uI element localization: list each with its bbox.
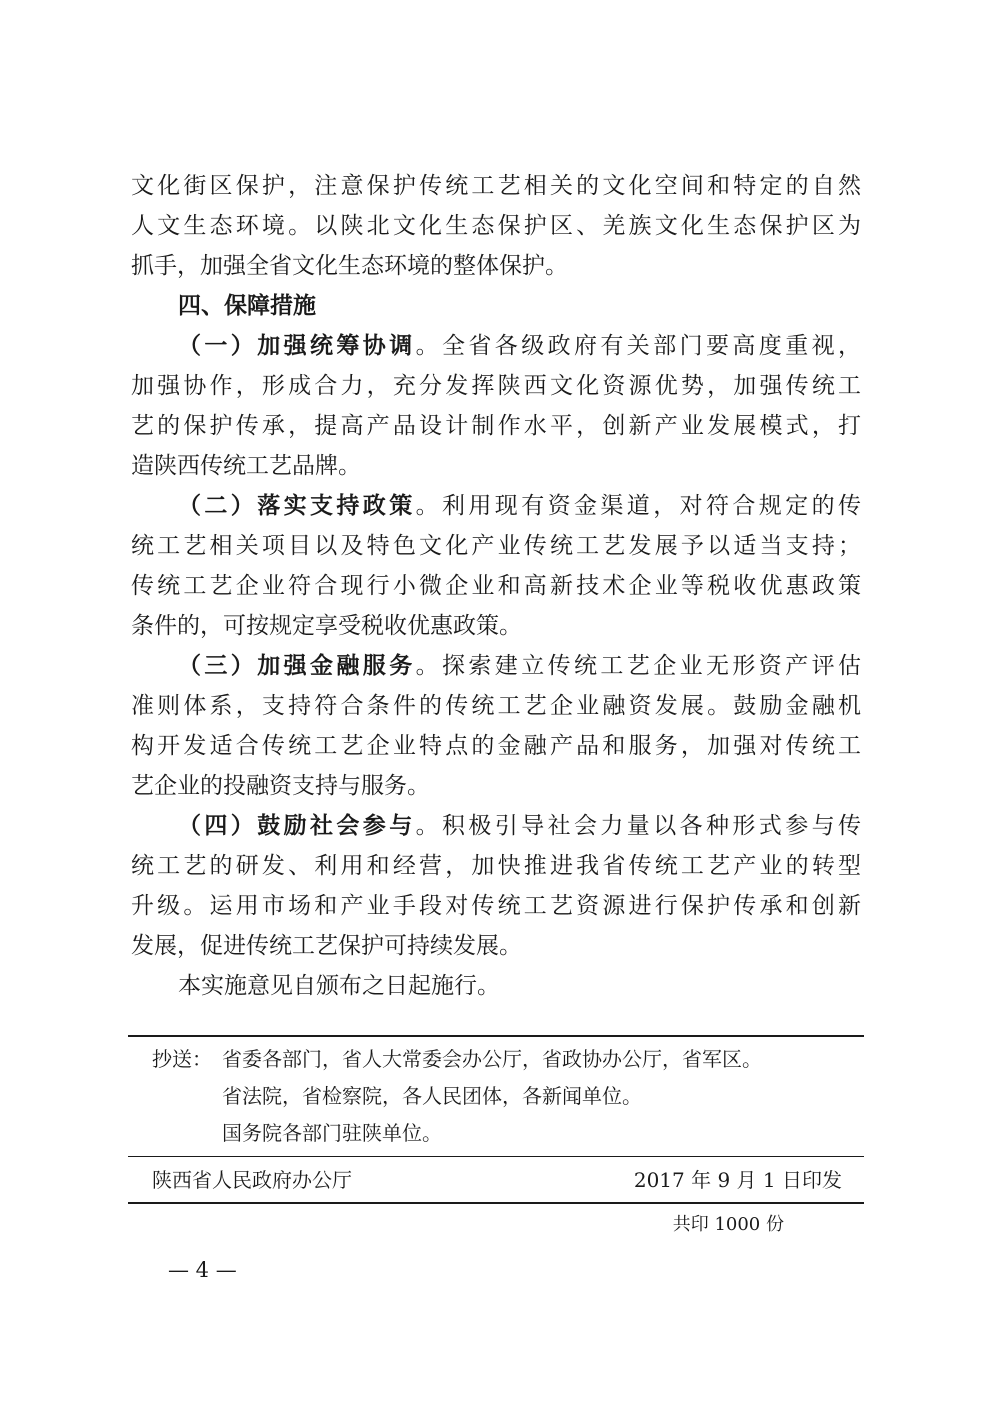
cc-label: 抄送： xyxy=(152,1047,212,1071)
body-line: 条件的，可按规定享受税收优惠政策。 xyxy=(131,613,522,639)
body-line: 构开发适合传统工艺企业特点的金融产品和服务，加强对传统工 xyxy=(131,733,861,759)
section-heading: 四、保障措施 xyxy=(178,293,316,319)
body-line: 加强协作，形成合力，充分发挥陕西文化资源优势，加强传统工 xyxy=(131,373,861,399)
body-line: 传统工艺企业符合现行小微企业和高新技术企业等税收优惠政策 xyxy=(131,573,861,599)
body-line: 艺的保护传承，提高产品设计制作水平，创新产业发展模式，打 xyxy=(131,413,861,439)
cc-line: 国务院各部门驻陕单位。 xyxy=(222,1121,442,1145)
cc-top-rule xyxy=(128,1035,864,1037)
body-line: 发展，促进传统工艺保护可持续发展。 xyxy=(131,933,522,959)
item-3-first-rest: 。探索建立传统工艺企业无形资产评估 xyxy=(415,653,862,679)
page-number: — 4 — xyxy=(168,1258,237,1282)
item-1-first-line xyxy=(178,326,861,366)
body-line: 统工艺的研发、利用和经营，加快推进我省传统工艺产业的转型 xyxy=(131,853,861,879)
item-4-first-rest: 。积极引导社会力量以各种形式参与传 xyxy=(415,813,862,839)
item-2-first-line xyxy=(178,486,861,526)
issue-date: 2017 年 9 月 1 日印发 xyxy=(633,1168,842,1192)
item-3-first-line xyxy=(178,646,861,686)
body-line: 造陕西传统工艺品牌。 xyxy=(131,453,361,479)
print-count: 共印 1000 份 xyxy=(672,1214,784,1235)
item-2-first-rest: 。利用现有资金渠道，对符合规定的传 xyxy=(415,493,862,519)
issuer: 陕西省人民政府办公厅 xyxy=(152,1168,352,1192)
cc-line: 省法院，省检察院，各人民团体，各新闻单位。 xyxy=(222,1084,642,1108)
item-4-title: （四）鼓励社会参与 xyxy=(178,812,416,839)
body-line: 人文生态环境。以陕北文化生态保护区、羌族文化生态保护区为 xyxy=(131,213,861,239)
item-2-title: （二）落实支持政策 xyxy=(178,492,416,519)
body-line: 准则体系，支持符合条件的传统工艺企业融资发展。鼓励金融机 xyxy=(131,693,861,719)
cc-line: 省委各部门，省人大常委会办公厅，省政协办公厅，省军区。 xyxy=(222,1047,762,1071)
body-line: 升级。运用市场和产业手段对传统工艺资源进行保护传承和创新 xyxy=(131,893,861,919)
item-1-title: （一）加强统筹协调 xyxy=(178,332,416,359)
cc-bottom-rule xyxy=(128,1202,864,1204)
body-line: 统工艺相关项目以及特色文化产业传统工艺发展予以适当支持； xyxy=(131,533,861,559)
body-line: 文化街区保护，注意保护传统工艺相关的文化空间和特定的自然 xyxy=(131,173,861,199)
item-3-title: （三）加强金融服务 xyxy=(178,652,416,679)
closing-sentence: 本实施意见自颁布之日起施行。 xyxy=(178,973,500,999)
body-line: 抓手，加强全省文化生态环境的整体保护。 xyxy=(131,253,568,279)
body-line: 艺企业的投融资支持与服务。 xyxy=(131,773,430,799)
item-4-first-line xyxy=(178,806,861,846)
item-1-first-rest: 。全省各级政府有关部门要高度重视， xyxy=(415,333,862,359)
cc-middle-rule xyxy=(128,1156,864,1157)
